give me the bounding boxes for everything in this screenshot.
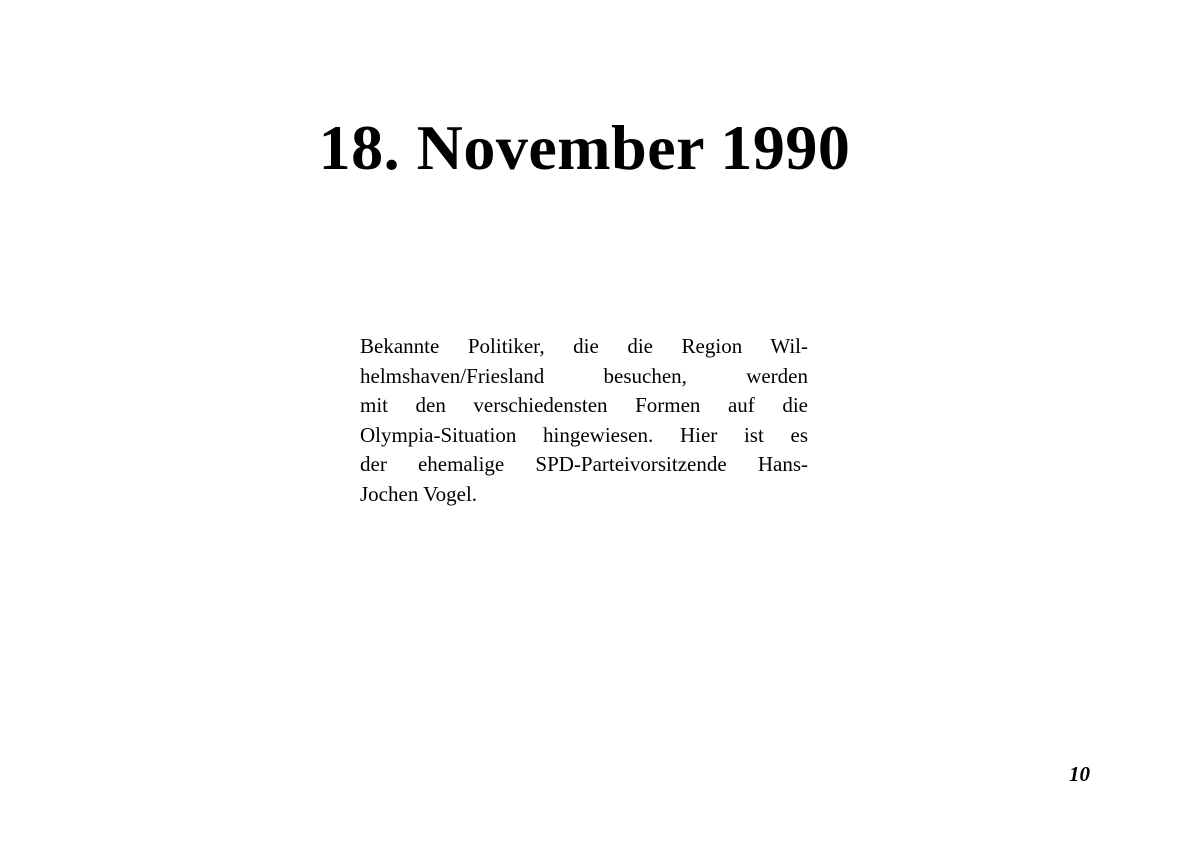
caption-line: der ehemalige SPD-Parteivorsitzende Hans- xyxy=(360,452,808,476)
caption-line: Olympia-Situation hingewiesen. Hier ist es xyxy=(360,422,808,447)
page-title: 18. November 1990 xyxy=(318,112,851,183)
caption-line: helmshaven/Friesland besuchen, werden xyxy=(360,363,808,388)
caption-line: Jochen Vogel. xyxy=(360,481,478,506)
page-number: 10 xyxy=(1069,762,1090,786)
caption-line: mit den verschiedensten Formen auf die xyxy=(360,393,808,417)
caption-line: Bekannte Politiker, die die Region Wil- xyxy=(360,334,808,358)
caption-paragraph xyxy=(360,332,808,509)
